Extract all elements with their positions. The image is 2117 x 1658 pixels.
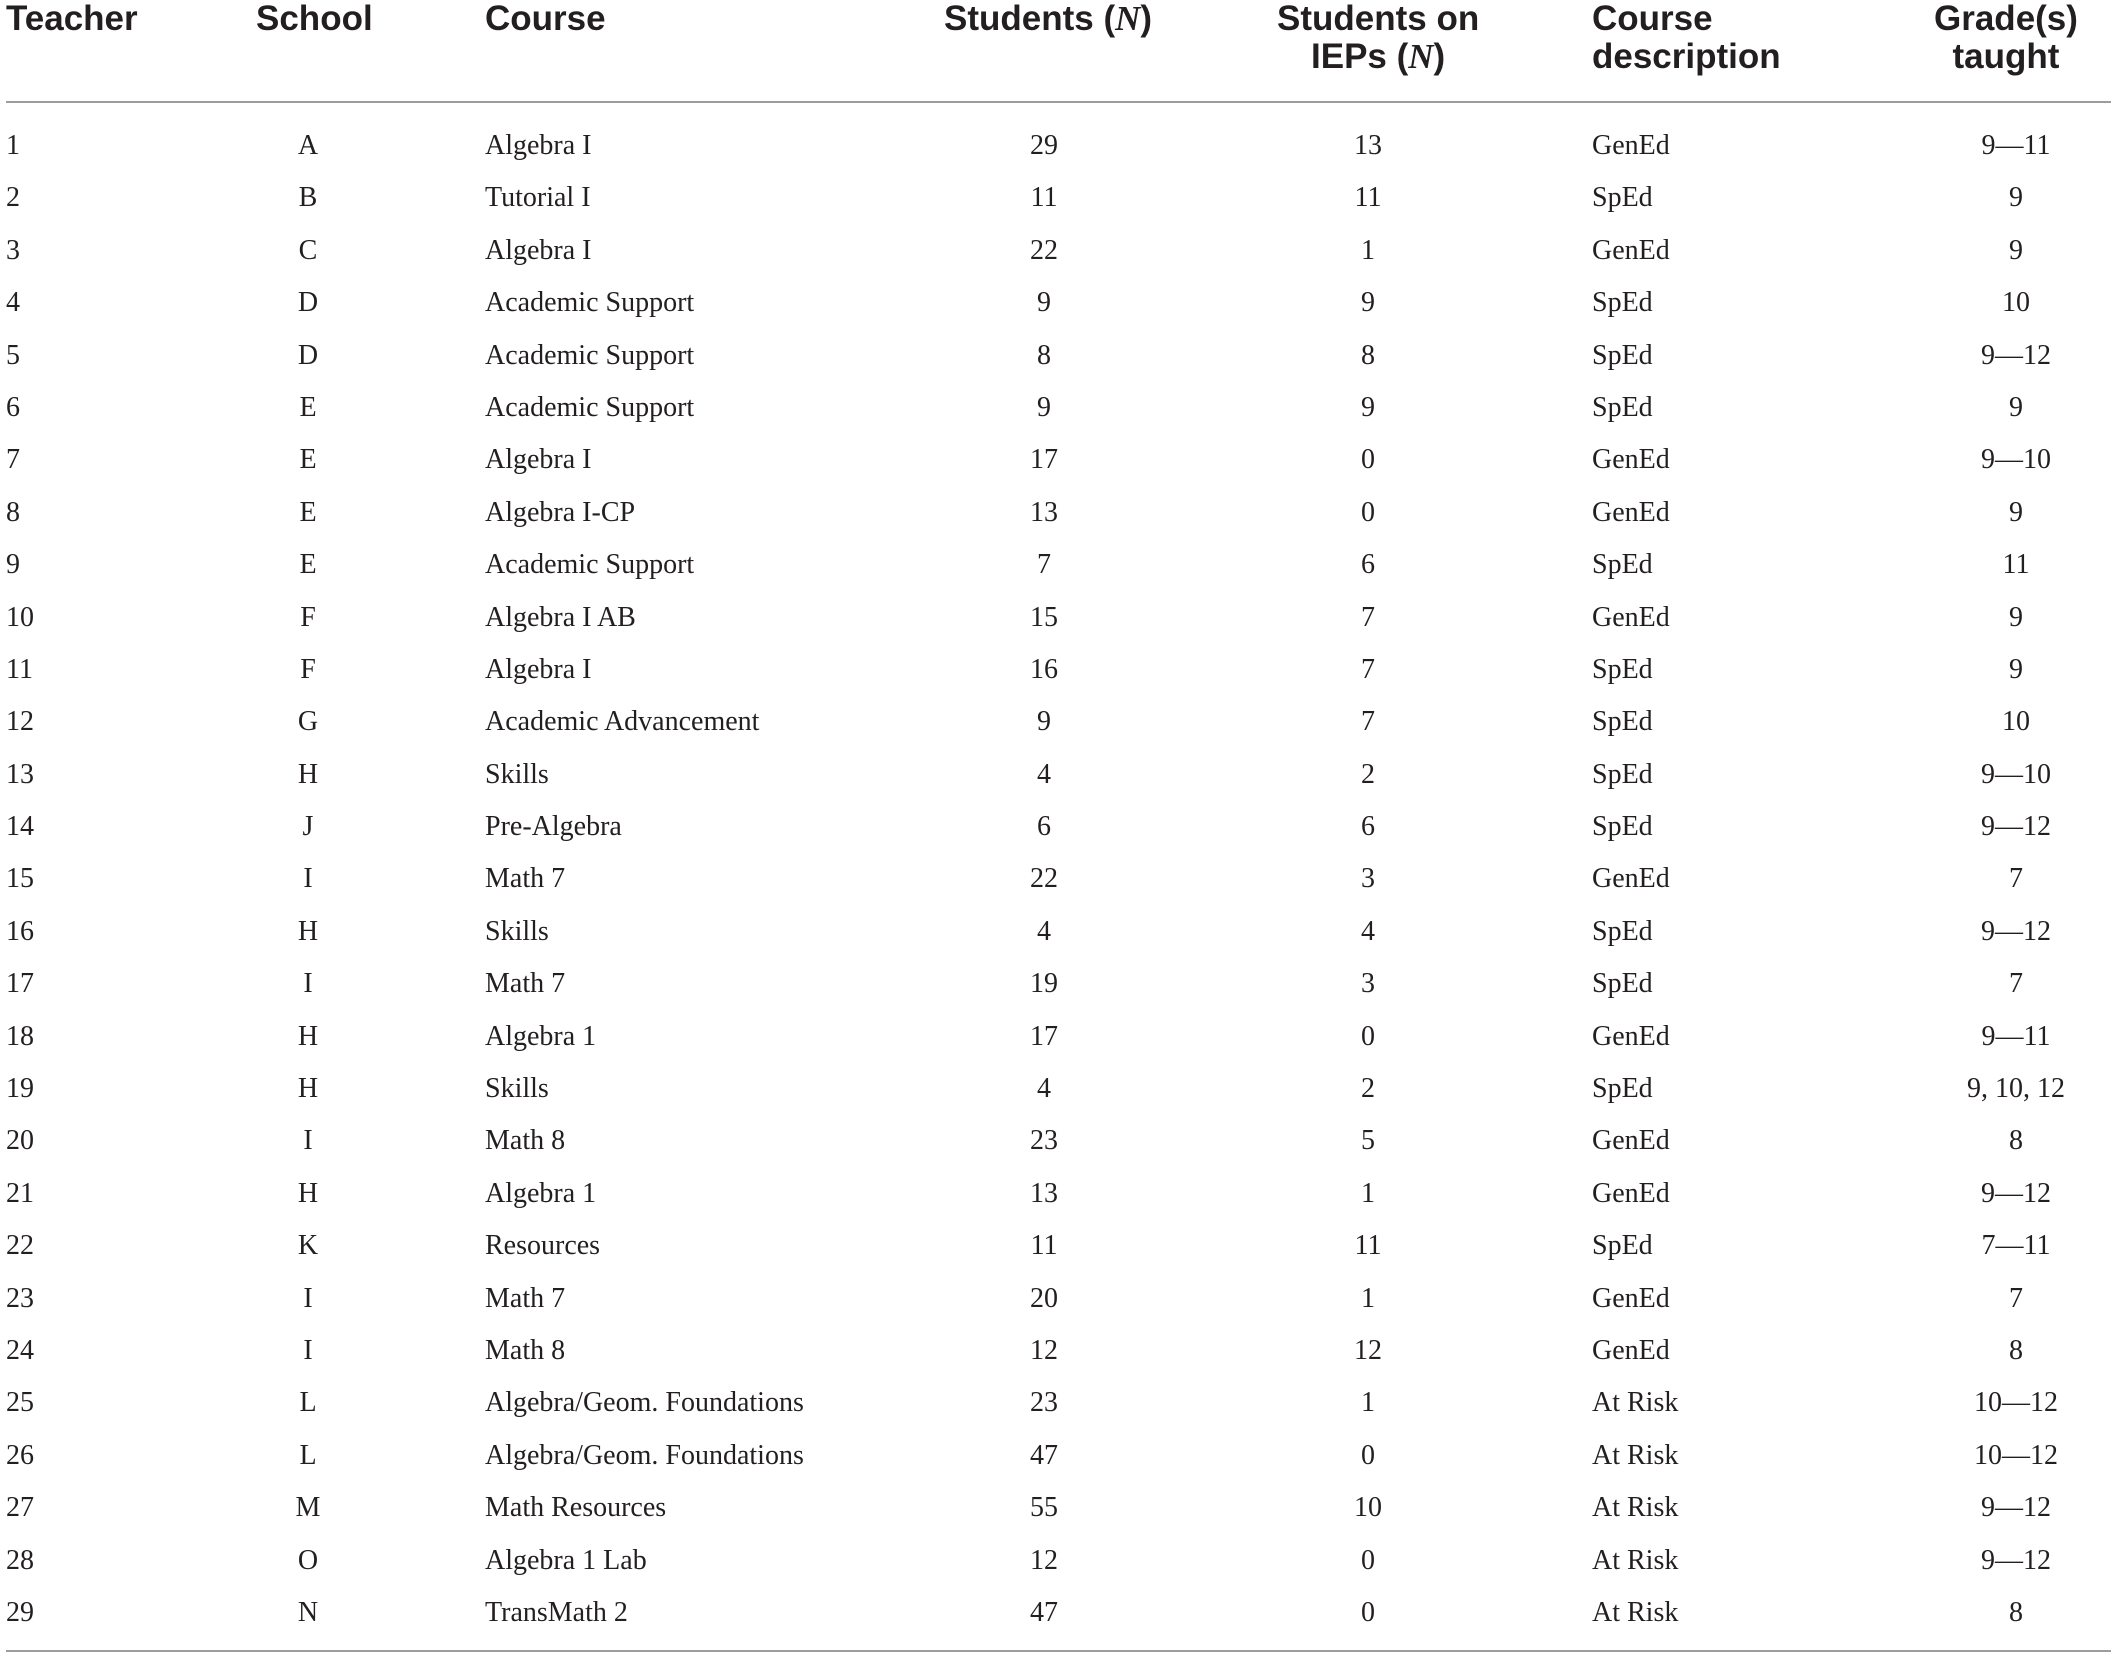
- header-course-description: [1592, 0, 1781, 76]
- cell-course-description: GenEd: [1592, 234, 1670, 266]
- cell-course: Skills: [485, 915, 549, 947]
- cell-students-on-ieps-value: 13: [1354, 130, 1382, 161]
- header-iep-label: IEPs (: [1311, 37, 1409, 76]
- cell-grades-taught-value: 9—11: [1981, 130, 2051, 161]
- cell-school-value: E: [299, 444, 317, 476]
- cell-teacher: 7: [6, 444, 20, 476]
- cell-students-on-ieps-value: 9: [1361, 391, 1375, 423]
- cell-students-value: 47: [1030, 1596, 1058, 1628]
- cell-students-on-ieps-value: 9: [1361, 287, 1375, 319]
- table-row: [0, 277, 2117, 329]
- cell-school-value: C: [298, 234, 318, 266]
- cell-students-value: 4: [1037, 1073, 1051, 1105]
- cell-course-description: GenEd: [1592, 1282, 1670, 1314]
- cell-school-value: J: [302, 811, 314, 843]
- cell-students-on-ieps-value: 2: [1361, 1073, 1375, 1105]
- cell-course-description: SpEd: [1592, 1230, 1653, 1262]
- cell-teacher: 8: [6, 496, 20, 528]
- header-desc-line2: description: [1592, 37, 1781, 76]
- cell-course-description: GenEd: [1592, 601, 1670, 633]
- cell-course-description: At Risk: [1592, 1439, 1679, 1471]
- cell-grades-taught-value: 9: [2009, 234, 2023, 266]
- table-row: [0, 172, 2117, 224]
- cell-course: Academic Support: [485, 287, 695, 319]
- cell-students-on-ieps-value: 0: [1361, 1544, 1375, 1576]
- cell-grades-taught-value: 9: [2009, 182, 2023, 214]
- table-row: [0, 644, 2117, 696]
- header-grade-line1: Grade(s): [1934, 0, 2078, 38]
- cell-course: Algebra I: [485, 444, 592, 476]
- cell-students-on-ieps-value: 0: [1361, 1439, 1375, 1471]
- cell-students-value: 9: [1037, 391, 1051, 423]
- cell-school-value: A: [297, 130, 319, 161]
- cell-students-value: 29: [1030, 130, 1058, 161]
- cell-students-value: 13: [1030, 496, 1058, 528]
- cell-course-description: GenEd: [1592, 444, 1670, 476]
- cell-course: Algebra 1 Lab: [485, 1544, 647, 1576]
- table-row: [0, 120, 2117, 172]
- cell-school-value: H: [297, 758, 319, 790]
- cell-course: Pre-Algebra: [485, 811, 622, 843]
- cell-course: Algebra I-CP: [485, 496, 636, 528]
- cell-course-description: SpEd: [1592, 1073, 1653, 1105]
- cell-course-description: SpEd: [1592, 915, 1653, 947]
- cell-students-value: 9: [1037, 287, 1051, 319]
- cell-school-value: H: [297, 915, 319, 947]
- cell-school-value: N: [297, 1596, 319, 1628]
- cell-teacher: 29: [6, 1596, 34, 1628]
- cell-teacher: 2: [6, 182, 20, 214]
- cell-students-value: 47: [1030, 1439, 1058, 1471]
- cell-course-description: At Risk: [1592, 1492, 1679, 1524]
- table-row: [0, 1011, 2117, 1063]
- table-row: [0, 749, 2117, 801]
- cell-students-on-ieps-value: 10: [1354, 1492, 1382, 1524]
- cell-course: TransMath 2: [485, 1596, 628, 1628]
- cell-grades-taught-value: 7: [2009, 1282, 2023, 1314]
- table-row: [0, 1377, 2117, 1429]
- cell-grades-taught-value: 9—12: [1981, 1492, 2051, 1524]
- cell-students-value: 6: [1037, 811, 1051, 843]
- cell-students-value: 11: [1030, 182, 1058, 214]
- cell-students-on-ieps-value: 0: [1361, 444, 1375, 476]
- cell-students-on-ieps-value: 7: [1361, 653, 1375, 685]
- cell-grades-taught-value: 8: [2009, 1334, 2023, 1366]
- cell-school-value: B: [298, 182, 318, 214]
- cell-grades-taught-value: 9: [2009, 653, 2023, 685]
- cell-students-on-ieps-value: 11: [1354, 182, 1382, 214]
- cell-course: Math Resources: [485, 1492, 667, 1524]
- cell-school-value: H: [297, 1177, 319, 1209]
- cell-teacher: 25: [6, 1387, 34, 1419]
- cell-students-on-ieps-value: 3: [1361, 968, 1375, 1000]
- cell-course-description: SpEd: [1592, 287, 1653, 319]
- table-row: [0, 1063, 2117, 1115]
- cell-school-value: D: [297, 339, 319, 371]
- cell-school-value: G: [297, 706, 319, 738]
- cell-students-value: 22: [1030, 863, 1058, 895]
- cell-school-value: F: [300, 601, 316, 633]
- cell-course: Math 7: [485, 863, 566, 895]
- table-row: [0, 1220, 2117, 1272]
- cell-course: Resources: [485, 1230, 601, 1262]
- cell-teacher: 27: [6, 1492, 34, 1524]
- table-row: [0, 592, 2117, 644]
- cell-students-value: 23: [1030, 1125, 1058, 1157]
- cell-students-on-ieps-value: 6: [1361, 811, 1375, 843]
- cell-students-on-ieps-value: 3: [1361, 863, 1375, 895]
- table-row: [0, 330, 2117, 382]
- cell-course-description: SpEd: [1592, 653, 1653, 685]
- cell-teacher: 5: [6, 339, 20, 371]
- table-row: [0, 225, 2117, 277]
- cell-course-description: At Risk: [1592, 1596, 1679, 1628]
- cell-grades-taught-value: 9: [2009, 496, 2023, 528]
- table-row: [0, 1587, 2117, 1639]
- cell-students-value: 7: [1037, 549, 1051, 581]
- cell-course: Math 8: [485, 1334, 566, 1366]
- table-row: [0, 853, 2117, 905]
- cell-teacher: 17: [6, 968, 34, 1000]
- cell-course: Algebra I: [485, 234, 592, 266]
- table-row: [0, 1535, 2117, 1587]
- cell-course: Skills: [485, 758, 549, 790]
- cell-students-value: 8: [1037, 339, 1051, 371]
- header-rule: [6, 101, 2111, 103]
- table-body: [0, 120, 2117, 1639]
- cell-course-description: At Risk: [1592, 1387, 1679, 1419]
- cell-grades-taught-value: 9—11: [1981, 1020, 2051, 1052]
- cell-grades-taught-value: 9—10: [1981, 758, 2051, 790]
- cell-school-value: M: [295, 1492, 321, 1524]
- cell-course-description: GenEd: [1592, 1177, 1670, 1209]
- cell-grades-taught-value: 7: [2009, 968, 2023, 1000]
- cell-students-on-ieps-value: 1: [1361, 1177, 1375, 1209]
- cell-students-on-ieps-value: 12: [1354, 1334, 1382, 1366]
- header-iep-line1: Students on: [1277, 0, 1480, 38]
- cell-students-on-ieps-value: 0: [1361, 1020, 1375, 1052]
- cell-course-description: GenEd: [1592, 1334, 1670, 1366]
- cell-course: Academic Support: [485, 549, 695, 581]
- cell-teacher: 24: [6, 1334, 34, 1366]
- table-row: [0, 801, 2117, 853]
- cell-course-description: SpEd: [1592, 549, 1653, 581]
- cell-course-description: SpEd: [1592, 391, 1653, 423]
- cell-course: Tutorial I: [485, 182, 591, 214]
- cell-course: Academic Support: [485, 391, 695, 423]
- cell-students-value: 16: [1030, 653, 1058, 685]
- cell-grades-taught-value: 10—12: [1974, 1439, 2058, 1471]
- cell-teacher: 22: [6, 1230, 34, 1262]
- header-iep-close: ): [1433, 37, 1446, 76]
- cell-grades-taught-value: 9—12: [1981, 1544, 2051, 1576]
- header-students-close: ): [1140, 0, 1153, 38]
- cell-school-value: K: [297, 1230, 319, 1262]
- table-row: [0, 434, 2117, 486]
- cell-teacher: 4: [6, 287, 20, 319]
- cell-school-value: O: [297, 1544, 319, 1576]
- header-students-n: N: [1115, 0, 1141, 38]
- cell-course-description: GenEd: [1592, 863, 1670, 895]
- table-row: [0, 1168, 2117, 1220]
- cell-students-on-ieps-value: 4: [1361, 915, 1375, 947]
- table-row: [0, 382, 2117, 434]
- cell-grades-taught-value: 8: [2009, 1125, 2023, 1157]
- cell-students-value: 19: [1030, 968, 1058, 1000]
- cell-course: Algebra/Geom. Foundations: [485, 1387, 804, 1419]
- table-row: [0, 1430, 2117, 1482]
- cell-school-value: I: [303, 1125, 313, 1157]
- cell-students-on-ieps-value: 0: [1361, 496, 1375, 528]
- cell-students-value: 12: [1030, 1334, 1058, 1366]
- cell-teacher: 18: [6, 1020, 34, 1052]
- cell-students-on-ieps-value: 0: [1361, 1596, 1375, 1628]
- header-grades-taught: [1934, 0, 2078, 76]
- cell-students-on-ieps-value: 7: [1361, 706, 1375, 738]
- cell-course: Algebra/Geom. Foundations: [485, 1439, 804, 1471]
- cell-students-value: 12: [1030, 1544, 1058, 1576]
- table-row: [0, 696, 2117, 748]
- cell-grades-taught-value: 8: [2009, 1596, 2023, 1628]
- cell-school-value: E: [299, 549, 317, 581]
- cell-grades-taught-value: 11: [2002, 549, 2030, 581]
- cell-students-on-ieps-value: 1: [1361, 1282, 1375, 1314]
- cell-school-value: I: [303, 1282, 313, 1314]
- cell-school-value: L: [299, 1387, 317, 1419]
- cell-course: Math 8: [485, 1125, 566, 1157]
- cell-teacher: 16: [6, 915, 34, 947]
- cell-course: Academic Advancement: [485, 706, 760, 738]
- cell-grades-taught-value: 7—11: [1981, 1230, 2051, 1262]
- cell-teacher: 15: [6, 863, 34, 895]
- table-row: [0, 487, 2117, 539]
- cell-school-value: I: [303, 863, 313, 895]
- cell-course-description: SpEd: [1592, 968, 1653, 1000]
- cell-teacher: 28: [6, 1544, 34, 1576]
- cell-course-description: GenEd: [1592, 1020, 1670, 1052]
- cell-grades-taught-value: 10—12: [1974, 1387, 2058, 1419]
- cell-students-on-ieps-value: 2: [1361, 758, 1375, 790]
- cell-teacher: 13: [6, 758, 34, 790]
- cell-course-description: SpEd: [1592, 706, 1653, 738]
- cell-teacher: 23: [6, 1282, 34, 1314]
- cell-students-value: 17: [1030, 1020, 1058, 1052]
- cell-grades-taught-value: 10: [2002, 287, 2030, 319]
- cell-school-value: F: [300, 653, 316, 685]
- table-header: [0, 0, 2117, 104]
- cell-grades-taught-value: 9, 10, 12: [1967, 1073, 2065, 1105]
- cell-teacher: 21: [6, 1177, 34, 1209]
- header-students: [944, 0, 1152, 38]
- cell-course-description: SpEd: [1592, 339, 1653, 371]
- cell-course: Algebra I AB: [485, 601, 636, 633]
- cell-grades-taught-value: 9—12: [1981, 339, 2051, 371]
- cell-grades-taught-value: 9: [2009, 601, 2023, 633]
- cell-students-value: 20: [1030, 1282, 1058, 1314]
- cell-students-value: 13: [1030, 1177, 1058, 1209]
- table-row: [0, 958, 2117, 1010]
- cell-course-description: At Risk: [1592, 1544, 1679, 1576]
- table-row: [0, 539, 2117, 591]
- cell-course-description: SpEd: [1592, 811, 1653, 843]
- cell-teacher: 3: [6, 234, 20, 266]
- cell-students-value: 15: [1030, 601, 1058, 633]
- cell-teacher: 12: [6, 706, 34, 738]
- cell-students-value: 17: [1030, 444, 1058, 476]
- cell-students-value: 9: [1037, 706, 1051, 738]
- cell-students-on-ieps-value: 1: [1361, 1387, 1375, 1419]
- cell-students-on-ieps-value: 1: [1361, 234, 1375, 266]
- table-row: [0, 1325, 2117, 1377]
- cell-students-value: 23: [1030, 1387, 1058, 1419]
- cell-course-description: SpEd: [1592, 182, 1653, 214]
- cell-course-description: SpEd: [1592, 758, 1653, 790]
- cell-students-on-ieps-value: 7: [1361, 601, 1375, 633]
- cell-course: Algebra I: [485, 653, 592, 685]
- header-grade-line2: taught: [1952, 37, 2060, 76]
- table-row: [0, 1115, 2117, 1167]
- cell-course-description: GenEd: [1592, 496, 1670, 528]
- cell-course: Math 7: [485, 968, 566, 1000]
- cell-grades-taught-value: 9—12: [1981, 915, 2051, 947]
- cell-students-on-ieps-value: 8: [1361, 339, 1375, 371]
- cell-students-on-ieps-value: 11: [1354, 1230, 1382, 1262]
- cell-school-value: I: [303, 968, 313, 1000]
- cell-school-value: L: [299, 1439, 317, 1471]
- cell-teacher: 1: [6, 130, 20, 161]
- bottom-rule: [6, 1650, 2111, 1652]
- header-students-label: Students (: [944, 0, 1116, 38]
- cell-teacher: 11: [6, 653, 33, 685]
- cell-course-description: GenEd: [1592, 1125, 1670, 1157]
- cell-school-value: I: [303, 1334, 313, 1366]
- cell-teacher: 9: [6, 549, 20, 581]
- cell-course: Algebra I: [485, 130, 592, 161]
- cell-grades-taught-value: 9—10: [1981, 444, 2051, 476]
- table-row: [0, 906, 2117, 958]
- header-school: School: [256, 0, 373, 38]
- cell-school-value: H: [297, 1020, 319, 1052]
- header-teacher: Teacher: [6, 0, 138, 38]
- cell-school-value: E: [299, 391, 317, 423]
- cell-course: Algebra 1: [485, 1177, 597, 1209]
- header-students-on-ieps: [1277, 0, 1479, 76]
- cell-students-on-ieps-value: 6: [1361, 549, 1375, 581]
- cell-teacher: 20: [6, 1125, 34, 1157]
- header-course: Course: [485, 0, 606, 38]
- header-desc-line1: Course: [1592, 0, 1713, 38]
- cell-students-value: 22: [1030, 234, 1058, 266]
- cell-school-value: D: [297, 287, 319, 319]
- cell-grades-taught-value: 7: [2009, 863, 2023, 895]
- table-row: [0, 1273, 2117, 1325]
- cell-school-value: E: [299, 496, 317, 528]
- cell-course-description: GenEd: [1592, 130, 1670, 161]
- cell-school-value: H: [297, 1073, 319, 1105]
- cell-course: Skills: [485, 1073, 549, 1105]
- cell-teacher: 19: [6, 1073, 34, 1105]
- header-iep-line2: [1277, 38, 1479, 76]
- cell-grades-taught-value: 10: [2002, 706, 2030, 738]
- cell-course: Algebra 1: [485, 1020, 597, 1052]
- cell-students-value: 55: [1030, 1492, 1058, 1524]
- cell-students-value: 4: [1037, 915, 1051, 947]
- cell-teacher: 10: [6, 601, 34, 633]
- cell-course: Academic Support: [485, 339, 695, 371]
- cell-teacher: 26: [6, 1439, 34, 1471]
- cell-teacher: 6: [6, 391, 20, 423]
- cell-students-value: 4: [1037, 758, 1051, 790]
- cell-students-value: 11: [1030, 1230, 1058, 1262]
- cell-students-on-ieps-value: 5: [1361, 1125, 1375, 1157]
- cell-grades-taught-value: 9—12: [1981, 1177, 2051, 1209]
- header-iep-n: N: [1408, 37, 1434, 76]
- cell-grades-taught-value: 9—12: [1981, 811, 2051, 843]
- table-row: [0, 1482, 2117, 1534]
- cell-teacher: 14: [6, 811, 34, 843]
- cell-course: Math 7: [485, 1282, 566, 1314]
- cell-grades-taught-value: 9: [2009, 391, 2023, 423]
